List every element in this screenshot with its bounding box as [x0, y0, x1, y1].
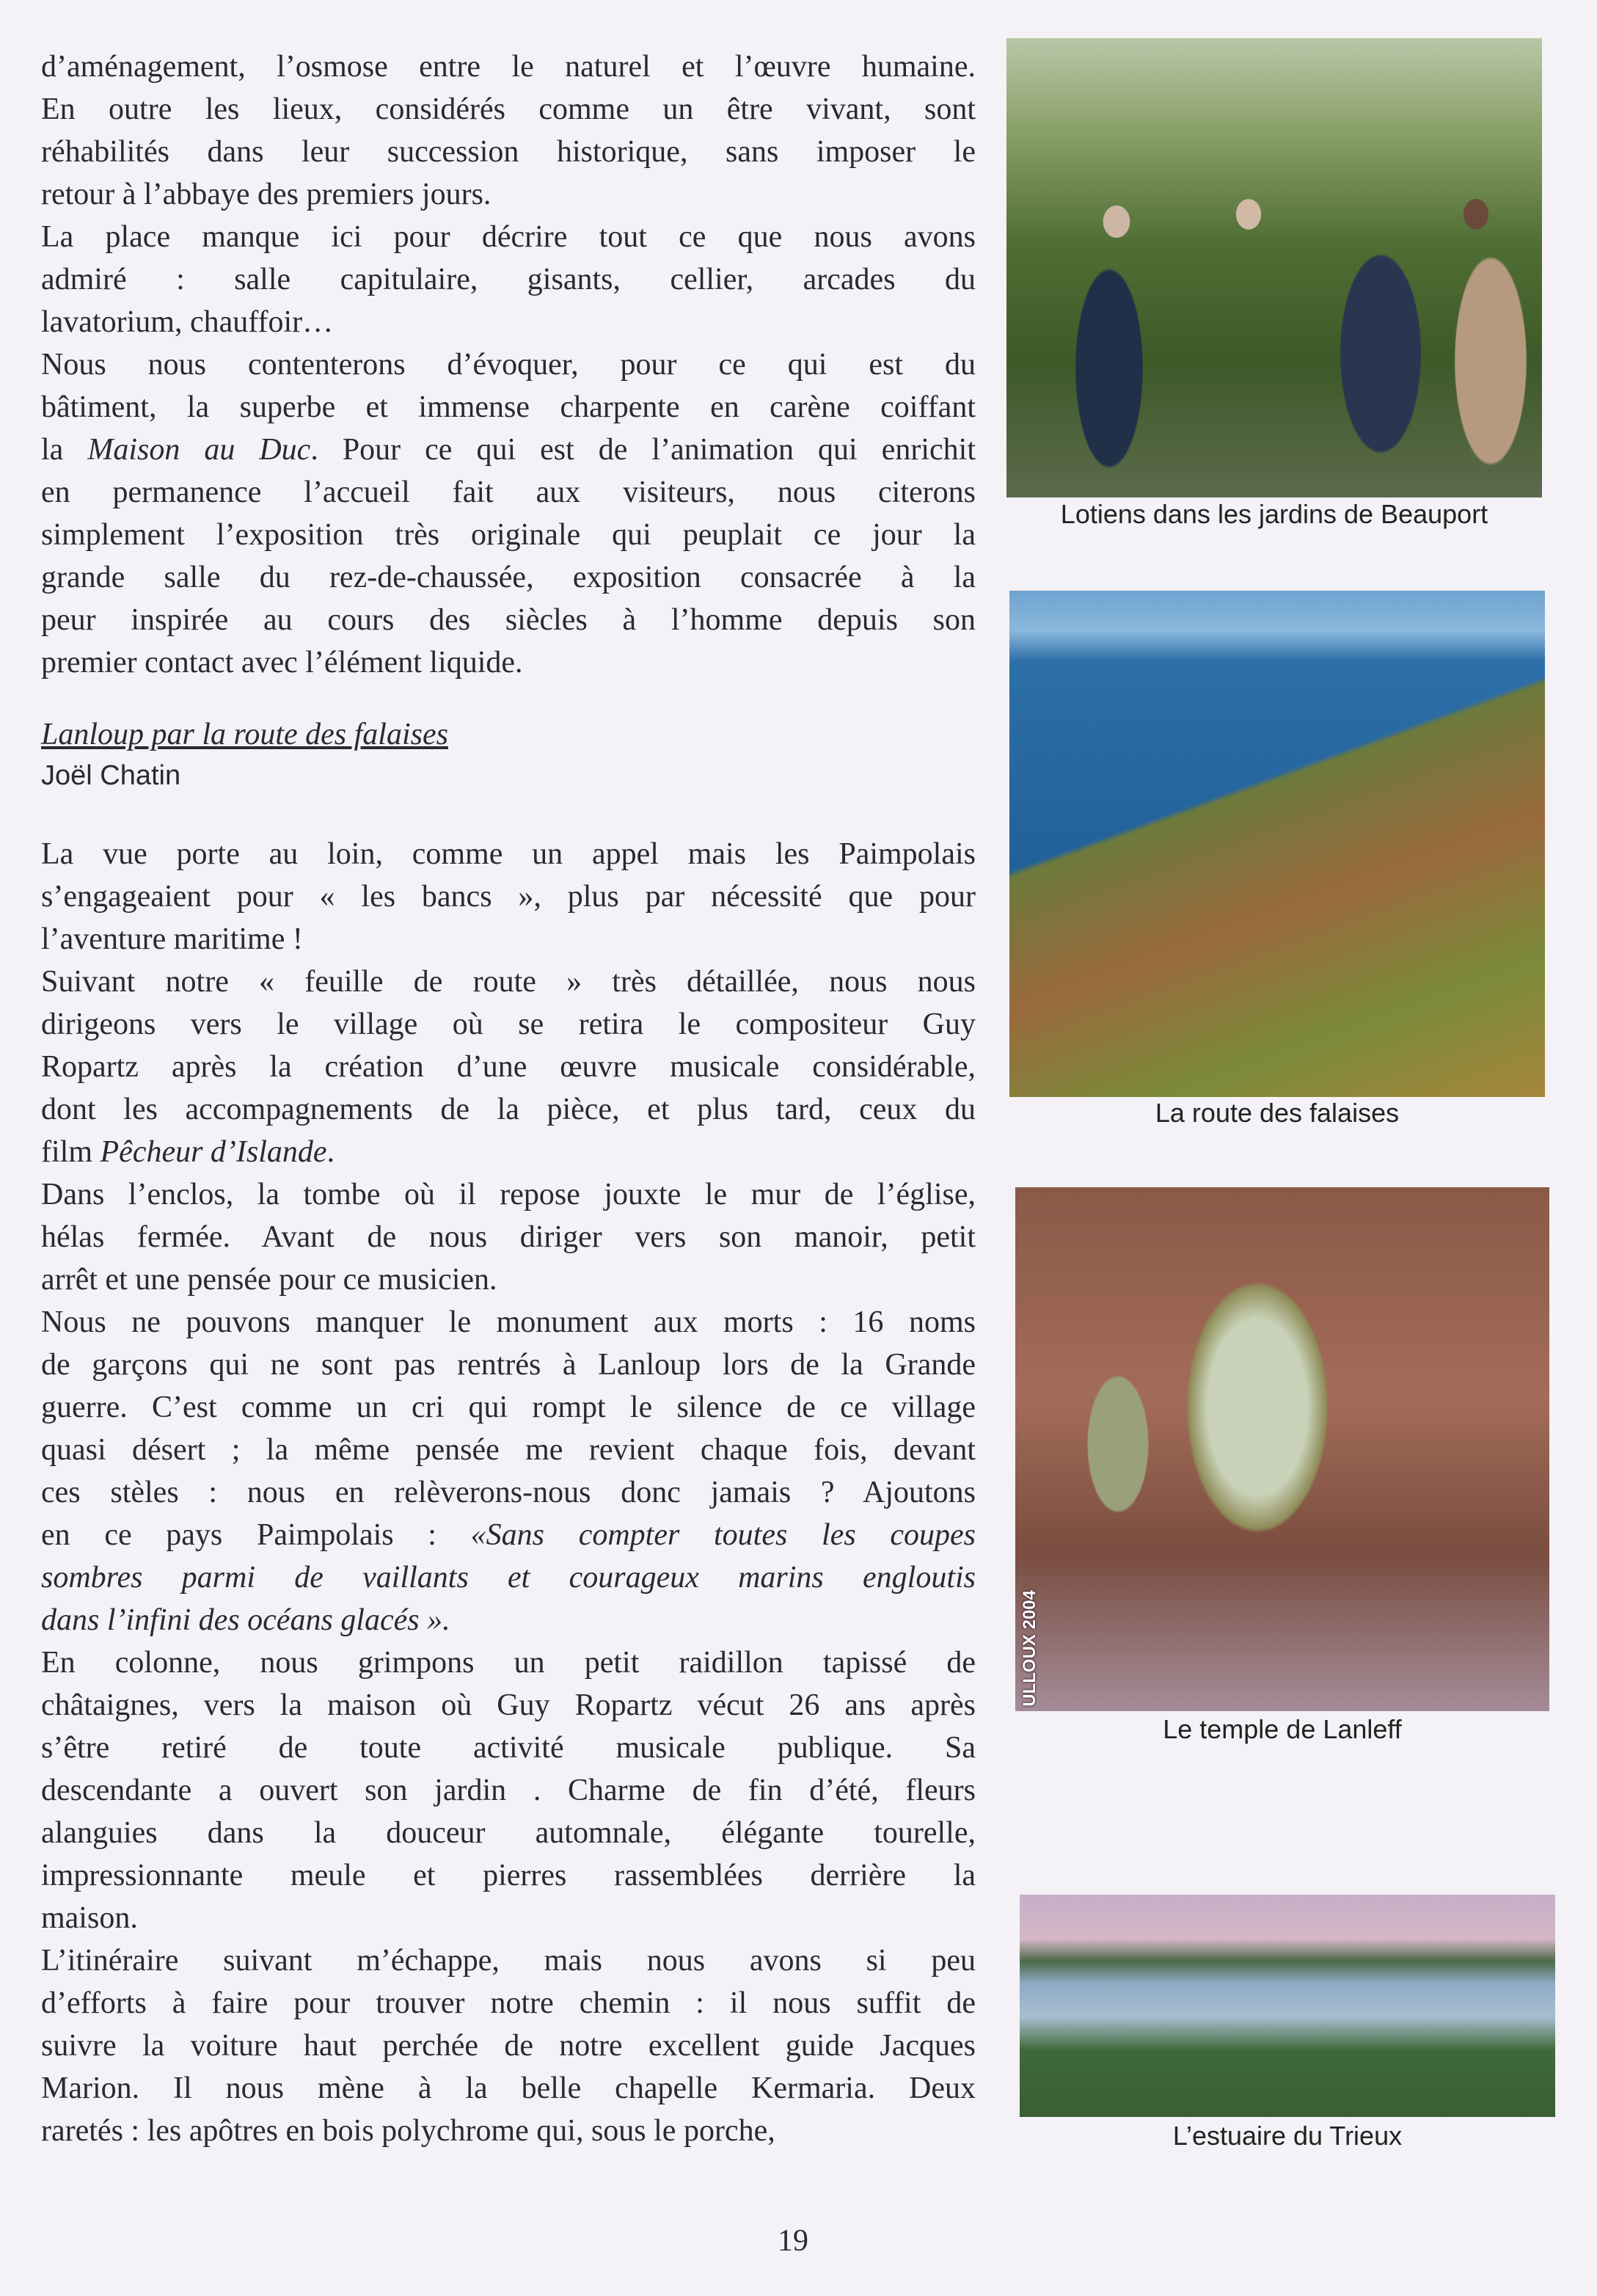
text-line — [41, 2110, 976, 2152]
text-line — [41, 1769, 976, 1812]
photo-caption: Lotiens dans les jardins de Beauport — [1060, 499, 1488, 529]
text-line — [41, 1216, 976, 1258]
text-line — [41, 1514, 976, 1556]
text-segment: en permanence l’accueil fait aux visiteurs, nous citerons — [41, 475, 976, 509]
text-segment: quasi désert ; la même pensée me revient chaque fois, devant — [41, 1433, 976, 1467]
text-segment: réhabilités dans leur succession historique, sans imposer le — [41, 135, 976, 169]
text-line — [41, 301, 976, 343]
text-line — [41, 875, 976, 918]
text-line — [41, 1088, 976, 1131]
text-line — [41, 429, 976, 471]
text-line — [41, 386, 976, 429]
text-segment: d’aménagement, l’osmose entre le naturel et l’œuvre humaine. — [41, 50, 976, 84]
text-segment: Maison au Duc — [87, 433, 311, 467]
photo-lanleff-temple — [1015, 1187, 1549, 1711]
photo-beauport-gardens — [1006, 38, 1542, 498]
text-segment: sombres parmi de vaillants et courageux marins engloutis — [41, 1561, 976, 1595]
text-line — [41, 1641, 976, 1684]
text-segment: La place manque ici pour décrire tout ce que nous avons — [41, 220, 976, 254]
text-segment: Marion. Il nous mène à la belle chapelle Kermaria. Deux — [41, 2071, 976, 2105]
text-line — [41, 918, 976, 961]
text-segment: Pêcheur d’Islande — [100, 1135, 327, 1169]
text-segment: dirigeons vers le village où se retira le compositeur Guy — [41, 1007, 976, 1041]
text-segment: s’engageaient pour « les bancs », plus par nécessité que pour — [41, 880, 976, 914]
article-author: Joël Chatin — [41, 760, 181, 791]
text-line — [41, 1812, 976, 1854]
text-line — [41, 216, 976, 258]
text-block-beauport — [41, 45, 976, 684]
text-segment: suivre la voiture haut perchée de notre excellent guide Jacques — [41, 2029, 976, 2063]
text-line — [41, 1471, 976, 1514]
text-line — [41, 1939, 976, 1982]
text-line — [41, 1131, 976, 1173]
text-segment: premier contact avec l’élément liquide. — [41, 646, 523, 679]
text-segment: L’itinéraire suivant m’échappe, mais nous avons si peu — [41, 1944, 976, 1978]
text-line — [41, 88, 976, 131]
text-line — [41, 1046, 976, 1088]
text-segment: . Pour ce qui est de l’animation qui enrichit — [310, 433, 976, 467]
photo-cliff-road — [1009, 591, 1545, 1097]
text-segment: admiré : salle capitulaire, gisants, cellier, arcades du — [41, 263, 976, 296]
text-line — [41, 1429, 976, 1471]
text-segment: alanguies dans la douceur automnale, élégante tourelle, — [41, 1816, 976, 1850]
text-segment: peur inspirée au cours des siècles à l’homme depuis son — [41, 603, 976, 637]
text-segment: Ropartz après la création d’une œuvre musicale considérable, — [41, 1050, 976, 1084]
text-line — [41, 833, 976, 875]
text-line — [41, 1301, 976, 1344]
photo-caption: Le temple de Lanleff — [1163, 1714, 1402, 1744]
text-line — [41, 173, 976, 216]
text-line — [41, 556, 976, 599]
text-segment: ces stèles : nous en relèverons-nous donc jamais ? Ajoutons — [41, 1476, 976, 1509]
photo-caption: La route des falaises — [1155, 1098, 1400, 1128]
text-line — [41, 45, 976, 88]
text-line — [41, 471, 976, 514]
text-segment: simplement l’exposition très originale qui peuplait ce jour la — [41, 518, 976, 552]
text-segment: En outre les lieux, considérés comme un être vivant, sont — [41, 92, 976, 126]
text-block-lanloup — [41, 833, 976, 2152]
text-line — [41, 1258, 976, 1301]
text-segment: maison. — [41, 1901, 138, 1935]
text-segment: Nous ne pouvons manquer le monument aux morts : 16 noms — [41, 1305, 976, 1339]
text-segment: dont les accompagnements de la pièce, et plus tard, ceux du — [41, 1093, 976, 1126]
text-line — [41, 1982, 976, 2025]
text-segment: impressionnante meule et pierres rassemblées derrière la — [41, 1859, 976, 1892]
text-segment: guerre. C’est comme un cri qui rompt le silence de ce village — [41, 1391, 976, 1424]
article-title: Lanloup par la route des falaises — [41, 718, 448, 751]
photo-trieux-estuary — [1020, 1895, 1555, 2117]
text-line — [41, 961, 976, 1003]
text-segment: de garçons qui ne sont pas rentrés à Lanloup lors de la Grande — [41, 1348, 976, 1382]
text-segment: Dans l’enclos, la tombe où il repose jouxte le mur de l’église, — [41, 1178, 976, 1211]
text-segment: châtaignes, vers la maison où Guy Ropartz vécut 26 ans après — [41, 1688, 976, 1722]
text-segment: arrêt et une pensée pour ce musicien. — [41, 1263, 497, 1297]
text-segment: Suivant notre « feuille de route » très détaillée, nous nous — [41, 965, 976, 999]
text-line — [41, 1386, 976, 1429]
text-segment: s’être retiré de toute activité musicale publique. Sa — [41, 1731, 976, 1765]
text-line — [41, 1003, 976, 1046]
text-line — [41, 514, 976, 556]
text-line — [41, 1727, 976, 1769]
text-segment: retour à l’abbaye des premiers jours. — [41, 178, 491, 211]
text-segment: La vue porte au loin, comme un appel mais les Paimpolais — [41, 837, 976, 871]
photo-caption: L’estuaire du Trieux — [1172, 2121, 1403, 2151]
text-line — [41, 1344, 976, 1386]
text-line — [41, 599, 976, 641]
text-segment: descendante a ouvert son jardin . Charme de fin d’été, fleurs — [41, 1774, 976, 1807]
text-segment: hélas fermée. Avant de nous diriger vers son manoir, petit — [41, 1220, 976, 1254]
page-number: 19 — [778, 2224, 808, 2258]
text-segment: en ce pays Paimpolais : — [41, 1518, 471, 1552]
text-line — [41, 2067, 976, 2110]
text-line — [41, 641, 976, 684]
text-line — [41, 1684, 976, 1727]
text-line — [41, 343, 976, 386]
text-segment: l’aventure maritime ! — [41, 922, 303, 956]
text-line — [41, 1897, 976, 1939]
text-line — [41, 131, 976, 173]
text-segment: dans l’infini des océans glacés ». — [41, 1603, 450, 1637]
text-line — [41, 1173, 976, 1216]
text-segment: . — [326, 1135, 335, 1169]
text-segment: d’efforts à faire pour trouver notre chemin : il nous suffit de — [41, 1986, 976, 2020]
text-segment: film — [41, 1135, 101, 1169]
text-segment: Nous nous contenterons d’évoquer, pour ce qui est du — [41, 348, 976, 382]
text-segment: En colonne, nous grimpons un petit raidillon tapissé de — [41, 1646, 976, 1680]
text-segment: raretés : les apôtres en bois polychrome qui, sous le porche, — [41, 2114, 775, 2148]
photo-watermark: ULLOUX 2004 — [1020, 1590, 1039, 1707]
text-line — [41, 1854, 976, 1897]
text-line — [41, 2025, 976, 2067]
text-segment: la — [41, 433, 88, 467]
text-line — [41, 1556, 976, 1599]
text-segment: lavatorium, chauffoir… — [41, 305, 334, 339]
text-segment: «Sans compter toutes les coupes — [470, 1518, 976, 1552]
text-line — [41, 1599, 976, 1641]
text-segment: bâtiment, la superbe et immense charpente en carène coiffant — [41, 390, 976, 424]
text-segment: grande salle du rez-de-chaussée, exposition consacrée à la — [41, 561, 976, 594]
text-line — [41, 258, 976, 301]
